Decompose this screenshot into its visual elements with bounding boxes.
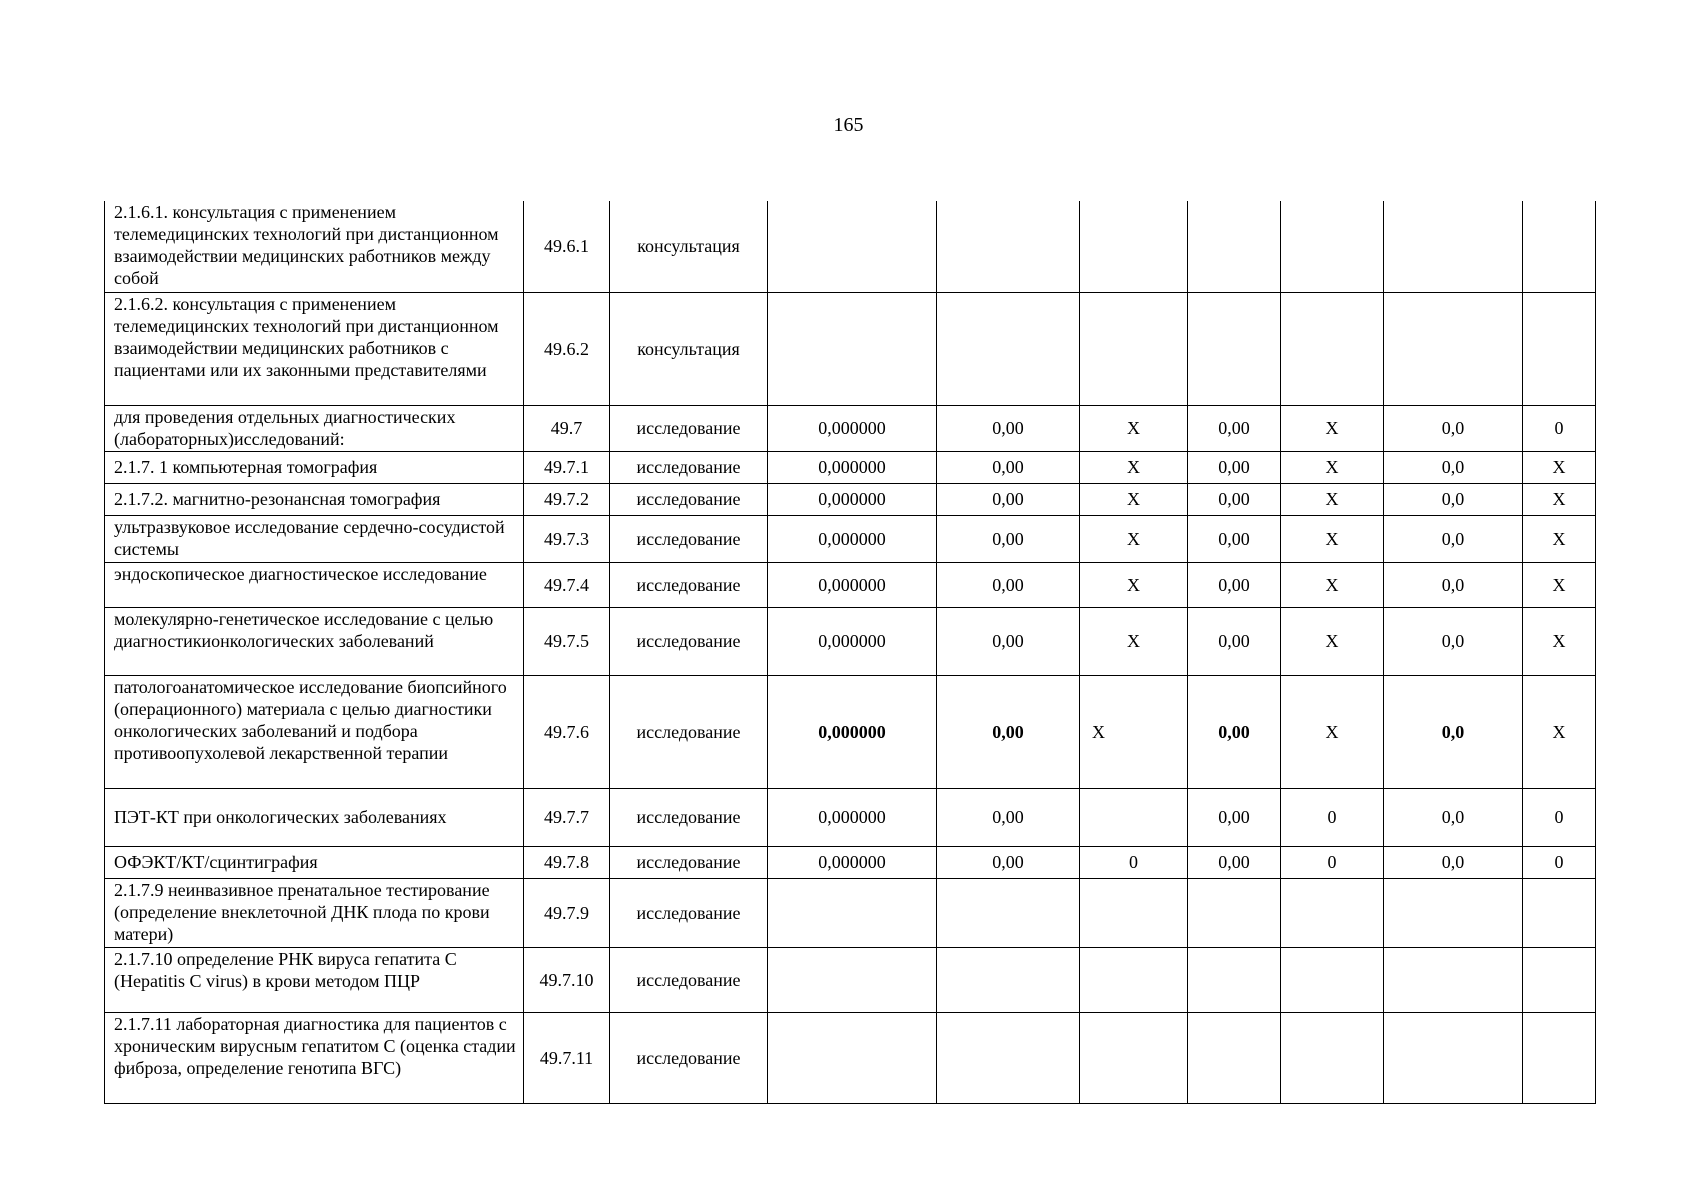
cell-c5: Х	[1281, 405, 1384, 451]
cell-c3: Х	[1080, 607, 1188, 675]
table-row	[105, 483, 1596, 515]
row-name: для проведения отдельных диагностических (лабораторных)исследований:	[105, 405, 524, 451]
cell-c3: Х	[1080, 515, 1188, 562]
cell-c5	[1281, 201, 1384, 292]
cell-c4: 0,00	[1188, 562, 1281, 607]
cell-c2: 0,00	[937, 483, 1080, 515]
cell-c4: 0,00	[1188, 675, 1281, 788]
cell-c3: Х	[1080, 405, 1188, 451]
row-name: 2.1.6.1. консультация с применением телемедицинских технологий при дистанционном взаимодействии медицинских работников между собой	[105, 201, 524, 292]
row-unit: консультация	[610, 292, 768, 405]
cell-c3	[1080, 788, 1188, 846]
table-row	[105, 562, 1596, 607]
cell-c6	[1384, 947, 1523, 1012]
cell-c5: Х	[1281, 607, 1384, 675]
table-row	[105, 405, 1596, 451]
table-row	[105, 846, 1596, 878]
row-unit: исследование	[610, 483, 768, 515]
table-row	[105, 878, 1596, 947]
cell-c3	[1080, 201, 1188, 292]
cell-c2: 0,00	[937, 451, 1080, 483]
row-code: 49.7	[524, 405, 610, 451]
cell-c4: 0,00	[1188, 846, 1281, 878]
table-row	[105, 788, 1596, 846]
cell-c4: 0,00	[1188, 607, 1281, 675]
row-unit: исследование	[610, 515, 768, 562]
row-code: 49.7.6	[524, 675, 610, 788]
cell-c3: Х	[1080, 675, 1188, 788]
cell-c5	[1281, 292, 1384, 405]
cell-c5	[1281, 1012, 1384, 1103]
cell-c3	[1080, 292, 1188, 405]
cell-c7: Х	[1523, 515, 1596, 562]
cell-c7: Х	[1523, 607, 1596, 675]
row-name: 2.1.7.9 неинвазивное пренатальное тестирование (определение внеклеточной ДНК плода по крови матери)	[105, 878, 524, 947]
cell-c6: 0,0	[1384, 788, 1523, 846]
cell-c3: 0	[1080, 846, 1188, 878]
row-code: 49.7.3	[524, 515, 610, 562]
cell-c5: 0	[1281, 846, 1384, 878]
cell-c1: 0,000000	[768, 483, 937, 515]
row-name: ОФЭКТ/КТ/сцинтиграфия	[105, 846, 524, 878]
cell-c5: Х	[1281, 451, 1384, 483]
cell-c4	[1188, 947, 1281, 1012]
cell-c1	[768, 201, 937, 292]
row-unit: исследование	[610, 947, 768, 1012]
cell-c7	[1523, 292, 1596, 405]
row-code: 49.7.10	[524, 947, 610, 1012]
cell-c4: 0,00	[1188, 515, 1281, 562]
cell-c4: 0,00	[1188, 451, 1281, 483]
cell-c1: 0,000000	[768, 405, 937, 451]
row-unit: исследование	[610, 451, 768, 483]
row-code: 49.7.4	[524, 562, 610, 607]
table-row	[105, 292, 1596, 405]
cell-c5: Х	[1281, 562, 1384, 607]
row-name: ПЭТ-КТ при онкологических заболеваниях	[105, 788, 524, 846]
cell-c4	[1188, 201, 1281, 292]
row-unit: исследование	[610, 878, 768, 947]
cell-c3: Х	[1080, 562, 1188, 607]
cell-c6	[1384, 1012, 1523, 1103]
cell-c1: 0,000000	[768, 846, 937, 878]
row-unit: исследование	[610, 607, 768, 675]
row-name: ультразвуковое исследование сердечно-сосудистой системы	[105, 515, 524, 562]
cell-c2: 0,00	[937, 515, 1080, 562]
row-name: 2.1.7.2. магнитно-резонансная томография	[105, 483, 524, 515]
cell-c2	[937, 201, 1080, 292]
row-code: 49.7.1	[524, 451, 610, 483]
cell-c6	[1384, 201, 1523, 292]
row-name: молекулярно-генетическое исследование с целью диагностикионкологических заболеваний	[105, 607, 524, 675]
cell-c2: 0,00	[937, 675, 1080, 788]
cell-c6: 0,0	[1384, 846, 1523, 878]
cell-c7: 0	[1523, 788, 1596, 846]
row-unit: исследование	[610, 405, 768, 451]
cell-c7: 0	[1523, 846, 1596, 878]
cell-c1	[768, 1012, 937, 1103]
cell-c6: 0,0	[1384, 515, 1523, 562]
cell-c4: 0,00	[1188, 483, 1281, 515]
row-code: 49.6.2	[524, 292, 610, 405]
cell-c3	[1080, 878, 1188, 947]
row-code: 49.7.5	[524, 607, 610, 675]
row-code: 49.7.2	[524, 483, 610, 515]
cell-c7: Х	[1523, 675, 1596, 788]
cell-c2: 0,00	[937, 846, 1080, 878]
row-unit: исследование	[610, 788, 768, 846]
table-row	[105, 947, 1596, 1012]
row-name: 2.1.7.11 лабораторная диагностика для пациентов с хроническим вирусным гепатитом С (оценка стадии фиброза, определение генотипа ВГС)	[105, 1012, 524, 1103]
cell-c4: 0,00	[1188, 788, 1281, 846]
cell-c7	[1523, 1012, 1596, 1103]
cell-c5: Х	[1281, 483, 1384, 515]
row-unit: исследование	[610, 562, 768, 607]
row-code: 49.6.1	[524, 201, 610, 292]
row-code: 49.7.8	[524, 846, 610, 878]
cell-c2: 0,00	[937, 562, 1080, 607]
cell-c6: 0,0	[1384, 675, 1523, 788]
row-name: 2.1.6.2. консультация с применением телемедицинских технологий при дистанционном взаимодействии медицинских работников с пациентами или их законными представителями	[105, 292, 524, 405]
cell-c3	[1080, 947, 1188, 1012]
cell-c1: 0,000000	[768, 451, 937, 483]
row-unit: исследование	[610, 1012, 768, 1103]
row-unit: исследование	[610, 675, 768, 788]
cell-c1: 0,000000	[768, 515, 937, 562]
cell-c4: 0,00	[1188, 405, 1281, 451]
cell-c7	[1523, 947, 1596, 1012]
cell-c6: 0,0	[1384, 562, 1523, 607]
cell-c2: 0,00	[937, 405, 1080, 451]
data-table	[104, 201, 1596, 1104]
cell-c5: 0	[1281, 788, 1384, 846]
cell-c3: Х	[1080, 483, 1188, 515]
row-unit: исследование	[610, 846, 768, 878]
cell-c3	[1080, 1012, 1188, 1103]
cell-c1	[768, 947, 937, 1012]
cell-c4	[1188, 878, 1281, 947]
cell-c2: 0,00	[937, 788, 1080, 846]
cell-c5	[1281, 947, 1384, 1012]
cell-c7: Х	[1523, 562, 1596, 607]
cell-c7: Х	[1523, 483, 1596, 515]
table-row	[105, 1012, 1596, 1103]
row-name: 2.1.7. 1 компьютерная томография	[105, 451, 524, 483]
cell-c6: 0,0	[1384, 405, 1523, 451]
row-code: 49.7.7	[524, 788, 610, 846]
cell-c2	[937, 878, 1080, 947]
cell-c3: Х	[1080, 451, 1188, 483]
cell-c7: 0	[1523, 405, 1596, 451]
cell-c5: Х	[1281, 515, 1384, 562]
cell-c7	[1523, 201, 1596, 292]
table-row	[105, 607, 1596, 675]
row-name: эндоскопическое диагностическое исследование	[105, 562, 524, 607]
cell-c1: 0,000000	[768, 607, 937, 675]
cell-c6: 0,0	[1384, 607, 1523, 675]
cell-c2	[937, 947, 1080, 1012]
page-number: 165	[833, 114, 864, 136]
table-row	[105, 675, 1596, 788]
row-unit: консультация	[610, 201, 768, 292]
cell-c1: 0,000000	[768, 788, 937, 846]
cell-c4	[1188, 292, 1281, 405]
cell-c6: 0,0	[1384, 451, 1523, 483]
table-row	[105, 201, 1596, 292]
cell-c7	[1523, 878, 1596, 947]
cell-c1	[768, 292, 937, 405]
cell-c1	[768, 878, 937, 947]
row-code: 49.7.9	[524, 878, 610, 947]
table-row	[105, 515, 1596, 562]
cell-c4	[1188, 1012, 1281, 1103]
row-code: 49.7.11	[524, 1012, 610, 1103]
cell-c5: Х	[1281, 675, 1384, 788]
row-name: 2.1.7.10 определение РНК вируса гепатита С (Hepatitis C virus) в крови методом ПЦР	[105, 947, 524, 1012]
cell-c6	[1384, 292, 1523, 405]
table-row	[105, 451, 1596, 483]
cell-c1: 0,000000	[768, 675, 937, 788]
cell-c6	[1384, 878, 1523, 947]
cell-c2	[937, 1012, 1080, 1103]
cell-c6: 0,0	[1384, 483, 1523, 515]
cell-c5	[1281, 878, 1384, 947]
cell-c2: 0,00	[937, 607, 1080, 675]
cell-c7: Х	[1523, 451, 1596, 483]
row-name: патологоанатомическое исследование биопсийного (операционного) материала с целью диагностики онкологических заболеваний и подбора противоопухолевой лекарственной терапии	[105, 675, 524, 788]
cell-c1: 0,000000	[768, 562, 937, 607]
cell-c2	[937, 292, 1080, 405]
